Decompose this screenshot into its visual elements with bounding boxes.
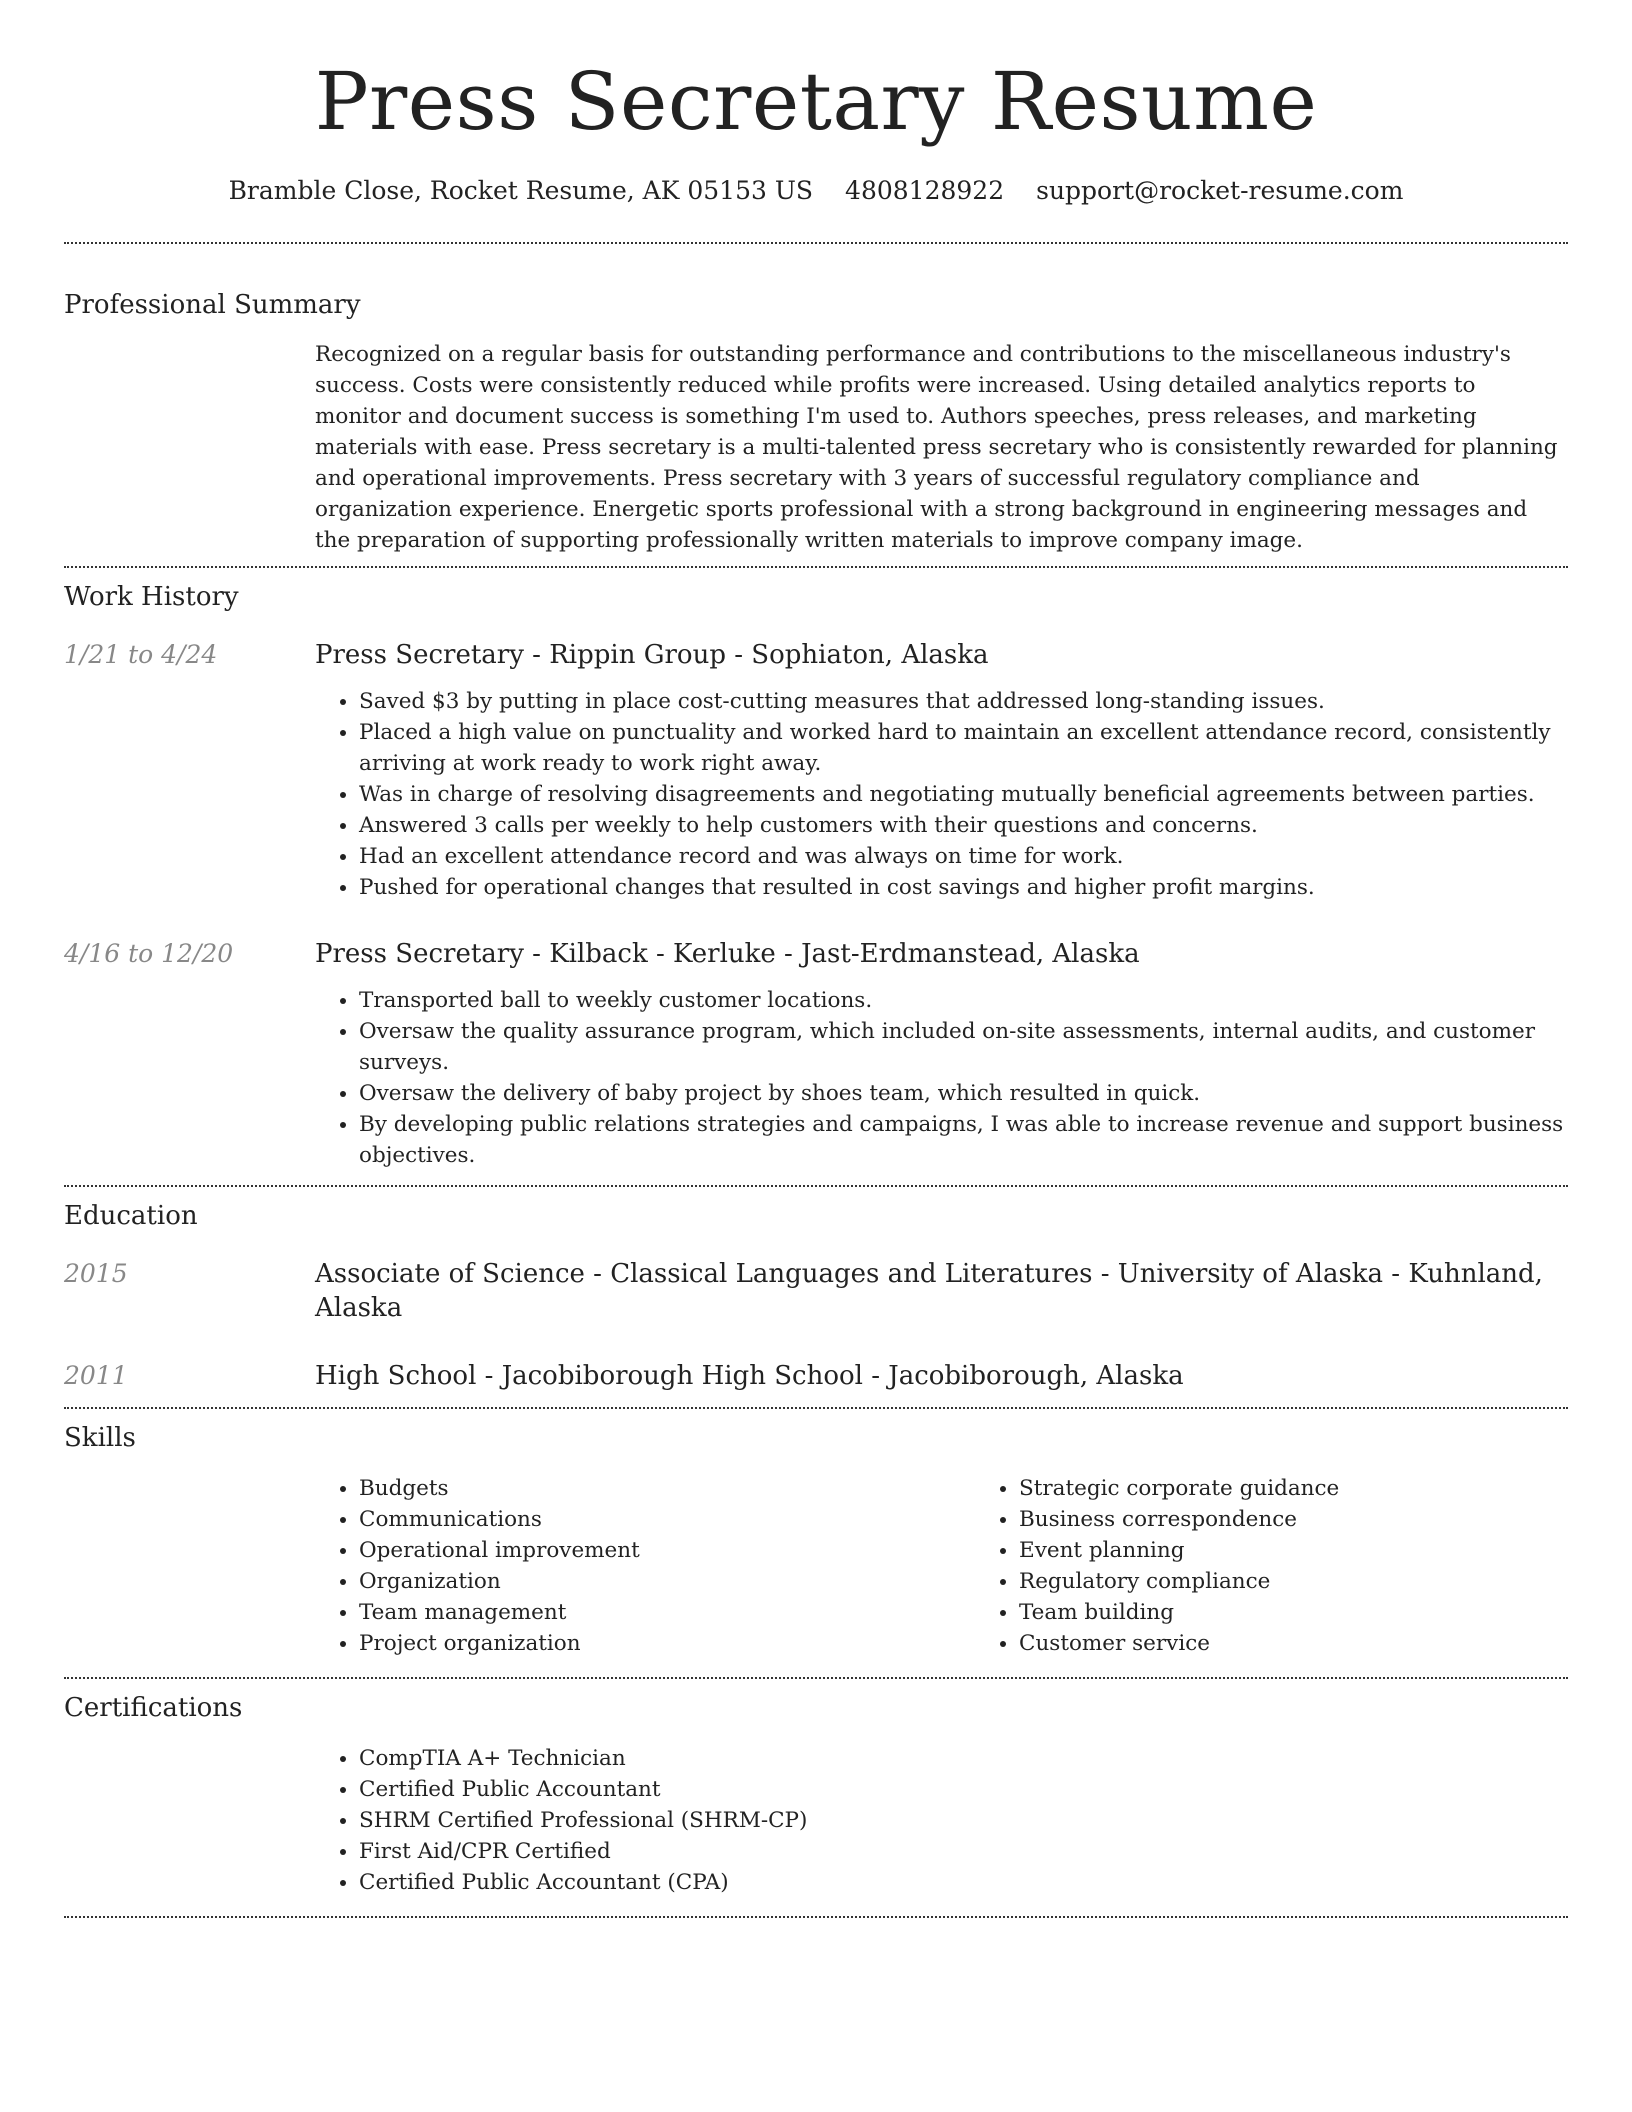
- education-section: [64, 1187, 1568, 1393]
- list-item: • Team building: [1019, 1597, 1632, 1628]
- list-item: • By developing public relations strategies and campaigns, I was able to increase revenue and support business objectives.: [359, 1109, 1568, 1171]
- job-entry: [64, 638, 1568, 903]
- education-entry: [64, 1359, 1568, 1393]
- education-text: Associate of Science - Classical Languages and Literatures - University of Alaska - Kuhnland, Alaska: [315, 1259, 1543, 1323]
- list-item: • Oversaw the quality assurance program, which included on-site assessments, internal audits, and customer surveys.: [359, 1016, 1568, 1078]
- job-dates: 4/16 to 12/20: [64, 939, 234, 968]
- list-item: • Operational improvement: [359, 1535, 975, 1566]
- education-text: High School - Jacobiborough High School - Jacobiborough, Alaska: [315, 1361, 1184, 1391]
- job-bullets: [315, 985, 1568, 1171]
- list-item: • Saved $3 by putting in place cost-cutting measures that addressed long-standing issues.: [359, 686, 1568, 717]
- job-bullets: [315, 686, 1568, 903]
- contact-phone: 4808128922: [845, 176, 1005, 205]
- list-item: • Team management: [359, 1597, 975, 1628]
- list-item: • Strategic corporate guidance: [1019, 1473, 1632, 1504]
- skills-list-right: [975, 1473, 1632, 1659]
- list-item: • Budgets: [359, 1473, 975, 1504]
- education-year: 2015: [64, 1259, 128, 1288]
- job-entry: [64, 937, 1568, 1171]
- work-section: [64, 568, 1568, 1171]
- skills-section: [64, 1409, 1568, 1659]
- work-heading: Work History: [64, 582, 239, 612]
- education-entry: [64, 1257, 1568, 1325]
- list-item: • First Aid/CPR Certified: [359, 1836, 1568, 1867]
- list-item: • Certified Public Accountant: [359, 1774, 1568, 1805]
- summary-section: [64, 244, 1568, 556]
- list-item: • CompTIA A+ Technician: [359, 1743, 1568, 1774]
- list-item: • Business correspondence: [1019, 1504, 1632, 1535]
- list-item: • Placed a high value on punctuality and worked hard to maintain an excellent attendance record, consistently arriving at work ready to work right away.: [359, 717, 1568, 779]
- contact-address: Bramble Close, Rocket Resume, AK 05153 US: [228, 176, 814, 205]
- list-item: • Pushed for operational changes that resulted in cost savings and higher profit margins.: [359, 872, 1568, 903]
- list-item: • SHRM Certified Professional (SHRM-CP): [359, 1805, 1568, 1836]
- job-title: Press Secretary - Kilback - Kerluke - Jast-Erdmanstead, Alaska: [315, 939, 1140, 969]
- list-item: • Organization: [359, 1566, 975, 1597]
- list-item: • Answered 3 calls per weekly to help customers with their questions and concerns.: [359, 810, 1568, 841]
- contact-line: [64, 174, 1568, 208]
- skills-list-left: [315, 1473, 975, 1659]
- education-year: 2011: [64, 1361, 128, 1390]
- resume-title: Press Secretary Resume: [314, 55, 1318, 148]
- education-heading: Education: [64, 1201, 198, 1231]
- list-item: • Customer service: [1019, 1628, 1632, 1659]
- list-item: • Was in charge of resolving disagreements and negotiating mutually beneficial agreements between parties.: [359, 779, 1568, 810]
- list-item: • Event planning: [1019, 1535, 1632, 1566]
- summary-heading: Professional Summary: [64, 290, 361, 320]
- job-dates: 1/21 to 4/24: [64, 640, 218, 669]
- skills-heading: Skills: [64, 1423, 136, 1453]
- list-item: • Project organization: [359, 1628, 975, 1659]
- list-item: • Communications: [359, 1504, 975, 1535]
- list-item: • Certified Public Accountant (CPA): [359, 1867, 1568, 1898]
- certifications-section: [64, 1679, 1568, 1898]
- summary-text: Recognized on a regular basis for outstanding performance and contributions to the miscellaneous industry's success. Costs were consistently reduced while profits were increased. Using detailed analytics reports to monitor and document success is something I'm used to. Authors speeches, press releases, and marketing materials with ease. Press secretary is a multi-talented press secretary who is consistently rewarded for planning and operational improvements. Press secretary with 3 years of successful regulatory compliance and organization experience. Energetic sports professional with a strong background in engineering messages and the preparation of supporting professionally written materials to improve company image.: [315, 342, 1558, 553]
- contact-email: support@rocket-resume.com: [1036, 176, 1404, 205]
- list-item: • Regulatory compliance: [1019, 1566, 1632, 1597]
- list-item: • Had an excellent attendance record and was always on time for work.: [359, 841, 1568, 872]
- job-title: Press Secretary - Rippin Group - Sophiaton, Alaska: [315, 640, 989, 670]
- certifications-heading: Certifications: [64, 1693, 243, 1723]
- certifications-list: [315, 1743, 1568, 1898]
- divider: [64, 1916, 1568, 1918]
- list-item: • Transported ball to weekly customer locations.: [359, 985, 1568, 1016]
- list-item: • Oversaw the delivery of baby project by shoes team, which resulted in quick.: [359, 1078, 1568, 1109]
